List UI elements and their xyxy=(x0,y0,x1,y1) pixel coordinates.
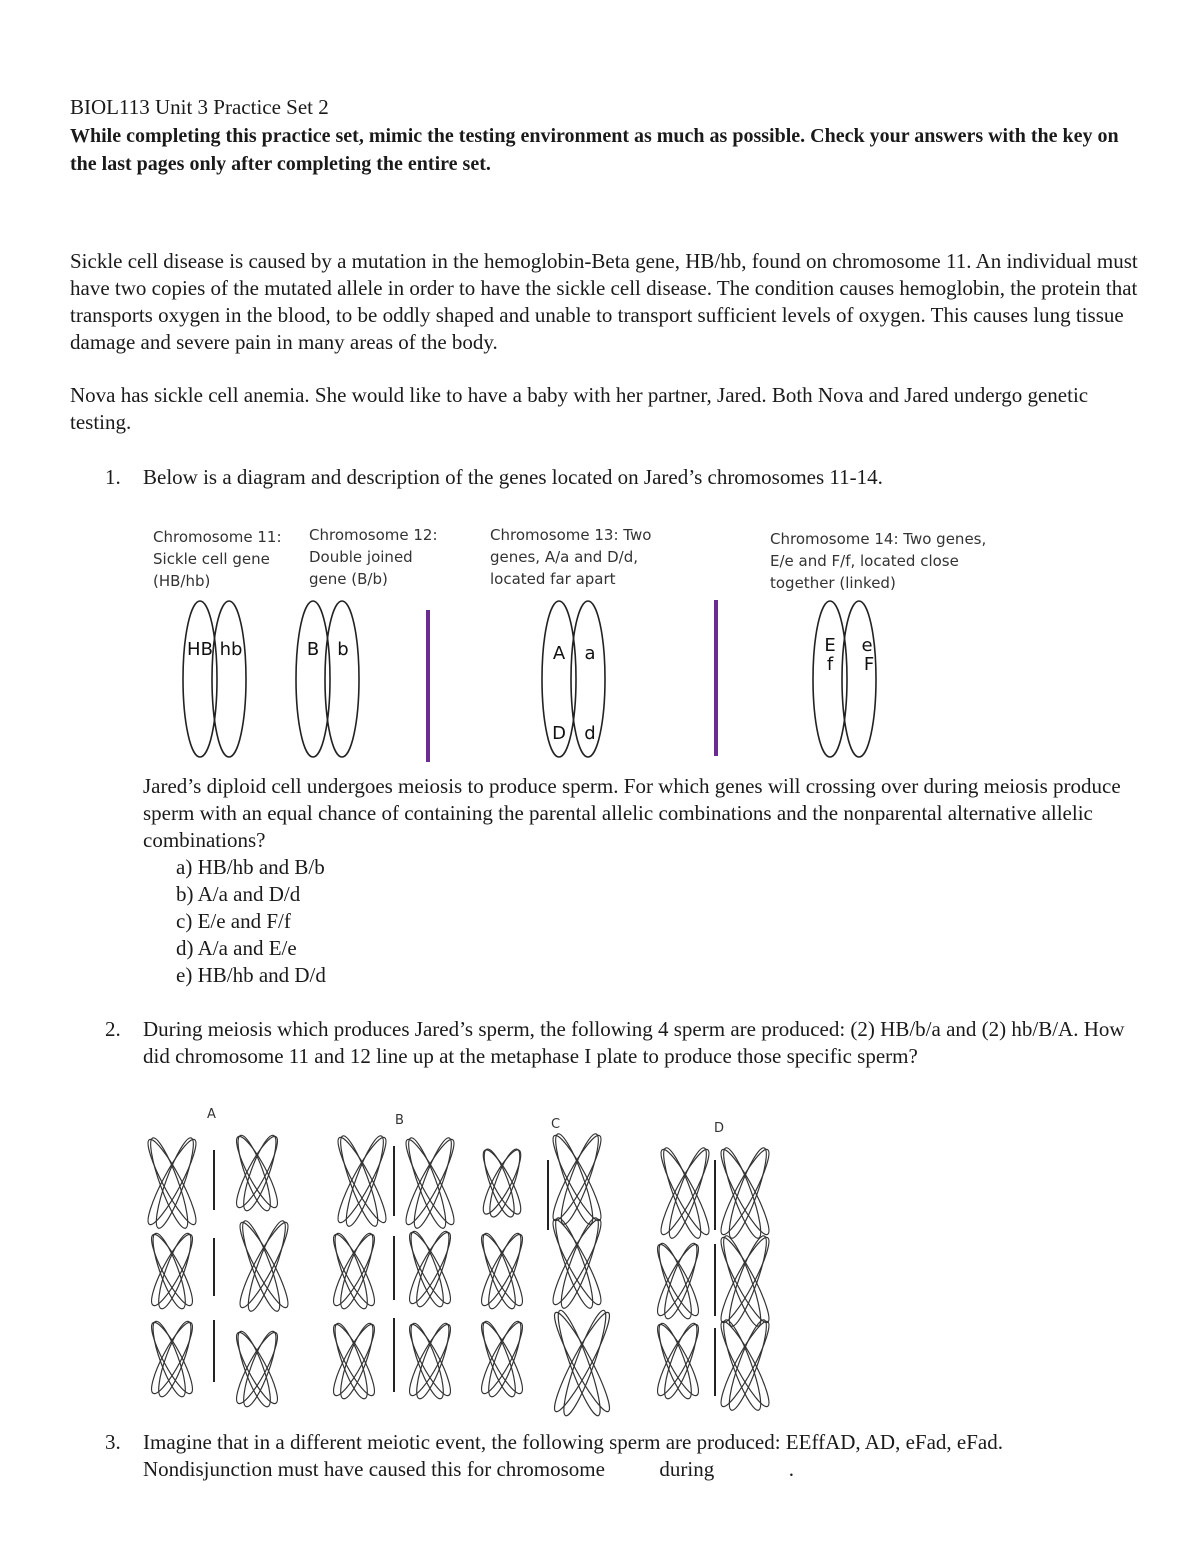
panel-d-pair-5 xyxy=(651,1320,704,1401)
panel-d-pair-3 xyxy=(651,1240,704,1321)
intro-paragraph-1: Sickle cell disease is caused by a mutation in the hemoglobin-Beta gene, HB/hb, found on chromosome 11. An individual must have two copies of the mutated allele in order to have the sickle cell disease. The condition causes hemoglobin, the protein that transports oxygen in the blood, to be oddly shaped and unable to transport sufficient levels of oxygen. This causes lung tissue damage and severe pain in many areas of the body. xyxy=(70,249,1138,354)
panel-b-pair-4 xyxy=(327,1230,380,1311)
panel-d-pair-4 xyxy=(715,1233,776,1329)
panel-label-A: A xyxy=(207,1107,216,1122)
question-1 xyxy=(105,464,1135,494)
option-a[interactable]: a) HB/hb and B/b xyxy=(176,855,325,879)
allele-a: a xyxy=(584,643,596,664)
option-d[interactable]: d) A/a and E/e xyxy=(176,936,297,960)
question-1-prompt: Below is a diagram and description of the genes located on Jared’s chromosomes 11-14. xyxy=(143,465,883,489)
question-3-text xyxy=(143,1429,1133,1483)
panel-a-pair-1 xyxy=(142,1135,203,1231)
panel-b-pair-8 xyxy=(403,1320,456,1401)
option-e[interactable]: e) HB/hb and D/d xyxy=(176,963,326,987)
question-1-text: Jared’s diploid cell undergoes meiosis to produce sperm. For which genes will crossing over during meiosis produce sperm with an equal chance of containing the parental allelic combinations and the nonparental alternative allelic combinations? xyxy=(143,774,1121,852)
intro-paragraph-2: Nova has sickle cell anemia. She would like to have a baby with her partner, Jared. Both Nova and Jared undergo genetic testing. xyxy=(70,383,1089,434)
question-2 xyxy=(105,1016,1135,1100)
allele-E: E xyxy=(824,635,836,656)
allele-F: F xyxy=(863,654,875,675)
panel-c-pair-3 xyxy=(548,1307,616,1418)
panel-b-pair-7 xyxy=(327,1320,380,1401)
panel-b-pair-5 xyxy=(403,1228,456,1309)
panel-a-pair-4 xyxy=(234,1218,295,1314)
panel-label-D: D xyxy=(714,1121,725,1136)
allele-hb: hb xyxy=(219,639,243,660)
panel-d-pair-6 xyxy=(715,1317,776,1413)
panel-c-pair-2 xyxy=(547,1215,608,1311)
question-3-line-1: Imagine that in a different meiotic event, the following sperm are produced: EEffAD, AD, eFad, eFad. xyxy=(143,1430,1003,1454)
allele-HB: HB xyxy=(187,639,213,660)
panel-c-pair-1 xyxy=(547,1131,608,1227)
allele-e: e xyxy=(861,635,873,656)
panel-b-pair-6 xyxy=(475,1230,528,1311)
panel-b-pair-9 xyxy=(475,1318,528,1399)
panel-a-pair-2 xyxy=(230,1132,283,1213)
panel-b-pair-1 xyxy=(332,1133,393,1229)
question-3-line-2: Nondisjunction must have caused this for chromosome during . xyxy=(143,1457,794,1481)
allele-A: A xyxy=(552,643,566,664)
panel-b-pair-3 xyxy=(477,1146,527,1220)
option-c[interactable]: c) E/e and F/f xyxy=(176,909,291,933)
panel-a-pair-5 xyxy=(145,1318,198,1399)
option-b[interactable]: b) A/a and D/d xyxy=(176,882,301,906)
question-1-options xyxy=(176,854,326,989)
chromosome-14-label: Chromosome 14: Two genes, E/e and F/f, located close together (linked) xyxy=(770,530,987,592)
question-3 xyxy=(105,1429,1135,1489)
question-3-number: 3. xyxy=(105,1430,121,1454)
allele-D: D xyxy=(552,723,566,744)
chromosome-13-label: Chromosome 13: Two genes, A/a and D/d, located far apart xyxy=(490,526,652,588)
allele-f: f xyxy=(826,654,834,675)
panel-d-pair-2 xyxy=(715,1145,776,1241)
chromosome-11-label: Chromosome 11: Sickle cell gene (HB/hb) xyxy=(153,528,282,590)
panel-a-pair-3 xyxy=(145,1230,198,1311)
allele-B: B xyxy=(306,639,320,660)
panel-a-pair-6 xyxy=(230,1328,283,1409)
question-2-number: 2. xyxy=(105,1017,121,1041)
panel-b-pair-2 xyxy=(400,1135,461,1231)
metaphase-options-diagram xyxy=(140,1120,800,1430)
chromosome-diagram xyxy=(140,596,1060,766)
panel-d-pair-1 xyxy=(655,1145,716,1241)
panel-label-C: C xyxy=(551,1117,561,1132)
question-1-number: 1. xyxy=(105,465,121,489)
allele-d: d xyxy=(584,723,596,744)
allele-b: b xyxy=(337,639,349,660)
panel-label-B: B xyxy=(395,1113,404,1128)
instructions: While completing this practice set, mimic the testing environment as much as possible. Check your answers with the key on the last pages only after completing the entire set. xyxy=(70,125,1119,175)
chromosome-12-label: Chromosome 12: Double joined gene (B/b) xyxy=(309,526,438,588)
question-2-text: During meiosis which produces Jared’s sperm, the following 4 sperm are produced: (2) HB/b/a and (2) hb/B/A. How did chromosome 11 and 12 line up at the metaphase I plate to produce those specific sperm? xyxy=(143,1017,1125,1068)
page-title: BIOL113 Unit 3 Practice Set 2 xyxy=(70,95,329,119)
